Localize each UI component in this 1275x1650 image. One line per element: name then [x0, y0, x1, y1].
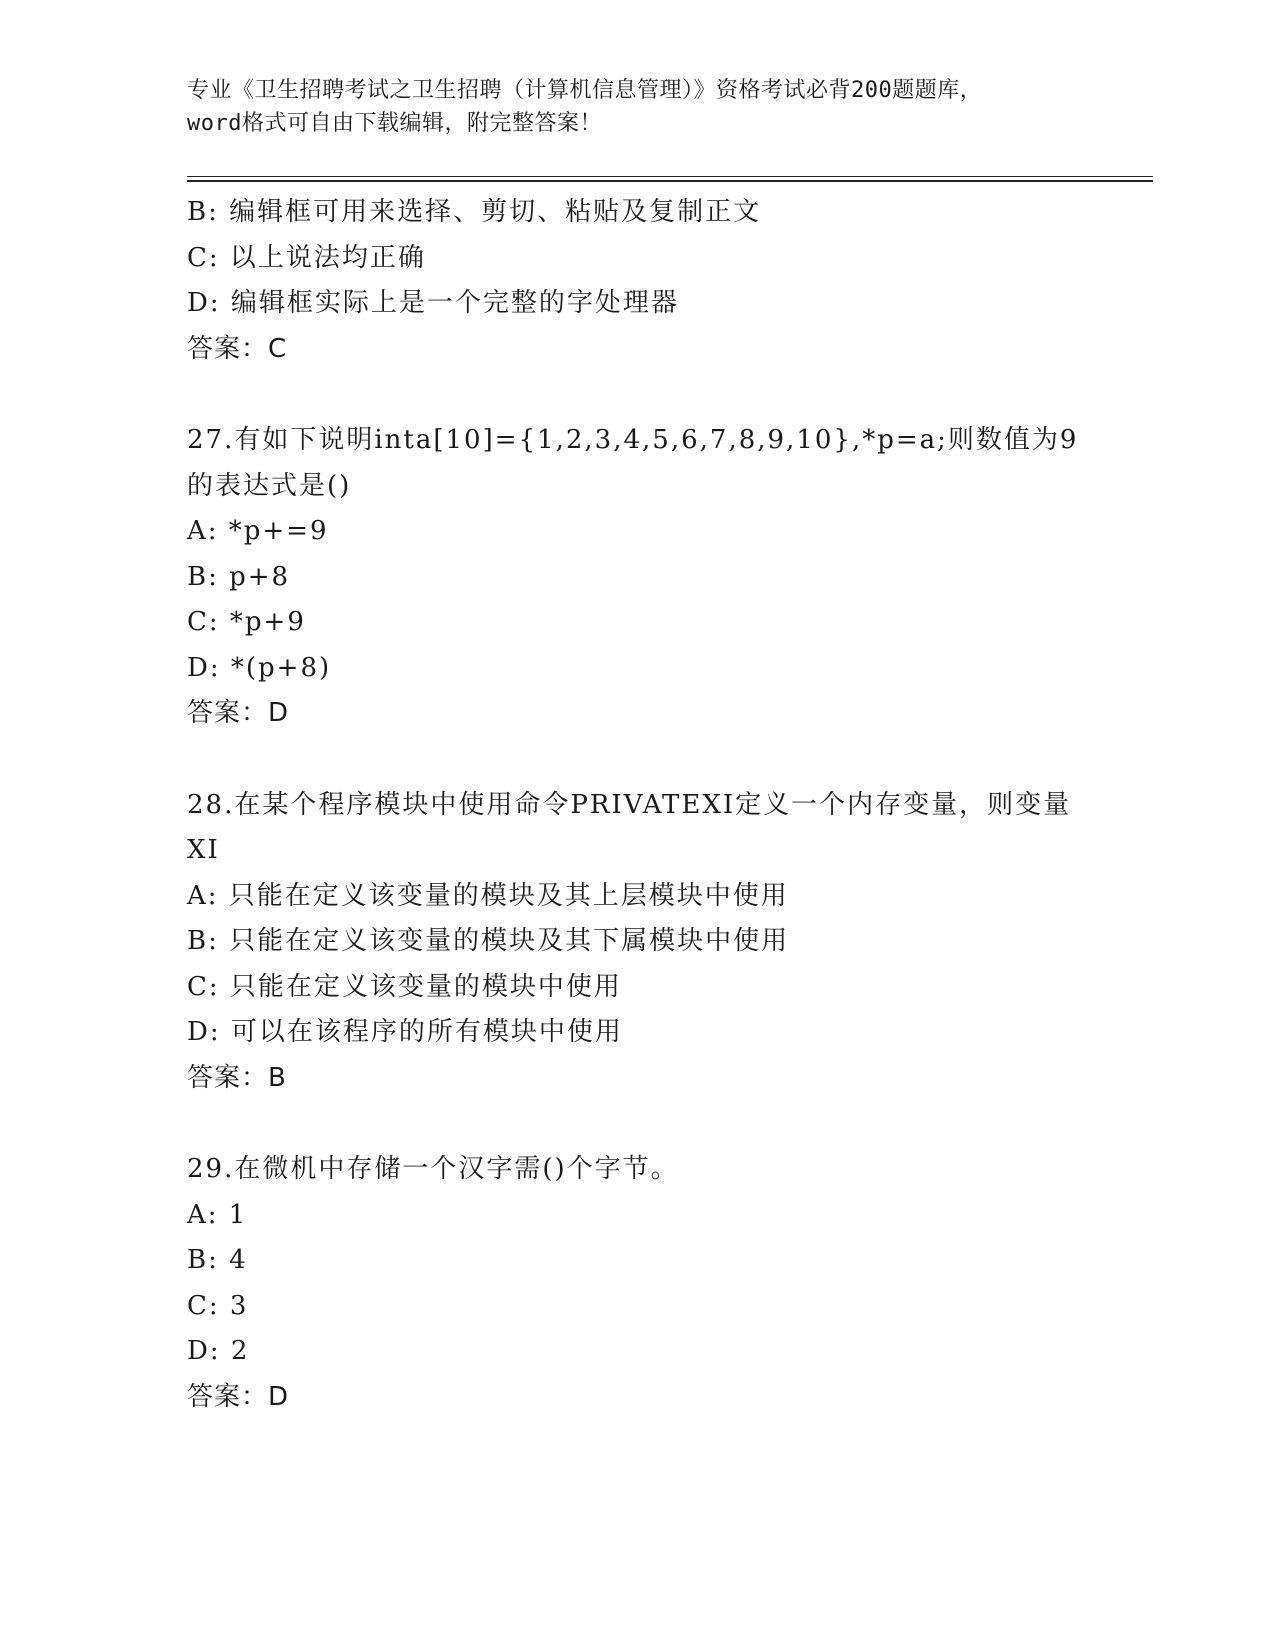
option-b: B: 4 [187, 1245, 248, 1275]
option-d: D: 编辑框实际上是一个完整的字处理器 [187, 288, 679, 318]
option-c: C: 3 [187, 1290, 249, 1321]
question-stem-line1: 29.在微机中存储一个汉字需()个字节。 [187, 1154, 679, 1184]
answer-label: 答案：B [187, 1062, 287, 1093]
header-title-line2: word格式可自由下载编辑，附完整答案！ [187, 111, 602, 136]
option-b: B: p+8 [187, 561, 291, 592]
question-28 [187, 783, 1087, 1102]
option-d: D: *(p+8) [187, 652, 332, 683]
option-c: C: *p+9 [187, 607, 306, 637]
header-divider-thick [187, 180, 1153, 182]
spacer [187, 1101, 1087, 1147]
option-a: A: 只能在定义该变量的模块及其上层模块中使用 [187, 880, 789, 911]
question-stem-line1: 28.在某个程序模块中使用命令PRIVATEXI定义一个内存变量，则变量 [187, 789, 1072, 820]
option-c: C: 以上说法均正确 [187, 242, 426, 273]
document-body [187, 190, 1087, 1420]
spacer [187, 737, 1087, 783]
option-c: C: 只能在定义该变量的模块中使用 [187, 971, 622, 1002]
question-stem-line2: 的表达式是() [187, 470, 352, 501]
option-d: D: 2 [187, 1336, 250, 1366]
question-stem-line2: XI [187, 835, 220, 865]
option-d: D: 可以在该程序的所有模块中使用 [187, 1017, 623, 1047]
option-a: A: *p+=9 [187, 516, 329, 546]
answer-label: 答案：C [187, 333, 288, 364]
answer-label: 答案：D [187, 698, 290, 728]
header-divider-thin [187, 176, 1153, 177]
document-header [187, 74, 1067, 140]
question-stem-line1: 27.有如下说明inta[10]={1,2,3,4,5,6,7,8,9,10},*p=a;则数值为9 [187, 425, 1079, 455]
answer-label: 答案：D [187, 1381, 290, 1412]
option-a: A: 1 [187, 1199, 248, 1230]
question-29 [187, 1147, 1087, 1420]
header-title-line1: 专业《卫生招聘考试之卫生招聘（计算机信息管理）》资格考试必背200题题库， [187, 78, 983, 103]
question-27 [187, 418, 1087, 737]
option-b: B: 编辑框可用来选择、剪切、粘贴及复制正文 [187, 197, 762, 227]
question-26-continuation [187, 190, 1087, 372]
option-b: B: 只能在定义该变量的模块及其下属模块中使用 [187, 926, 790, 956]
spacer [187, 372, 1087, 418]
